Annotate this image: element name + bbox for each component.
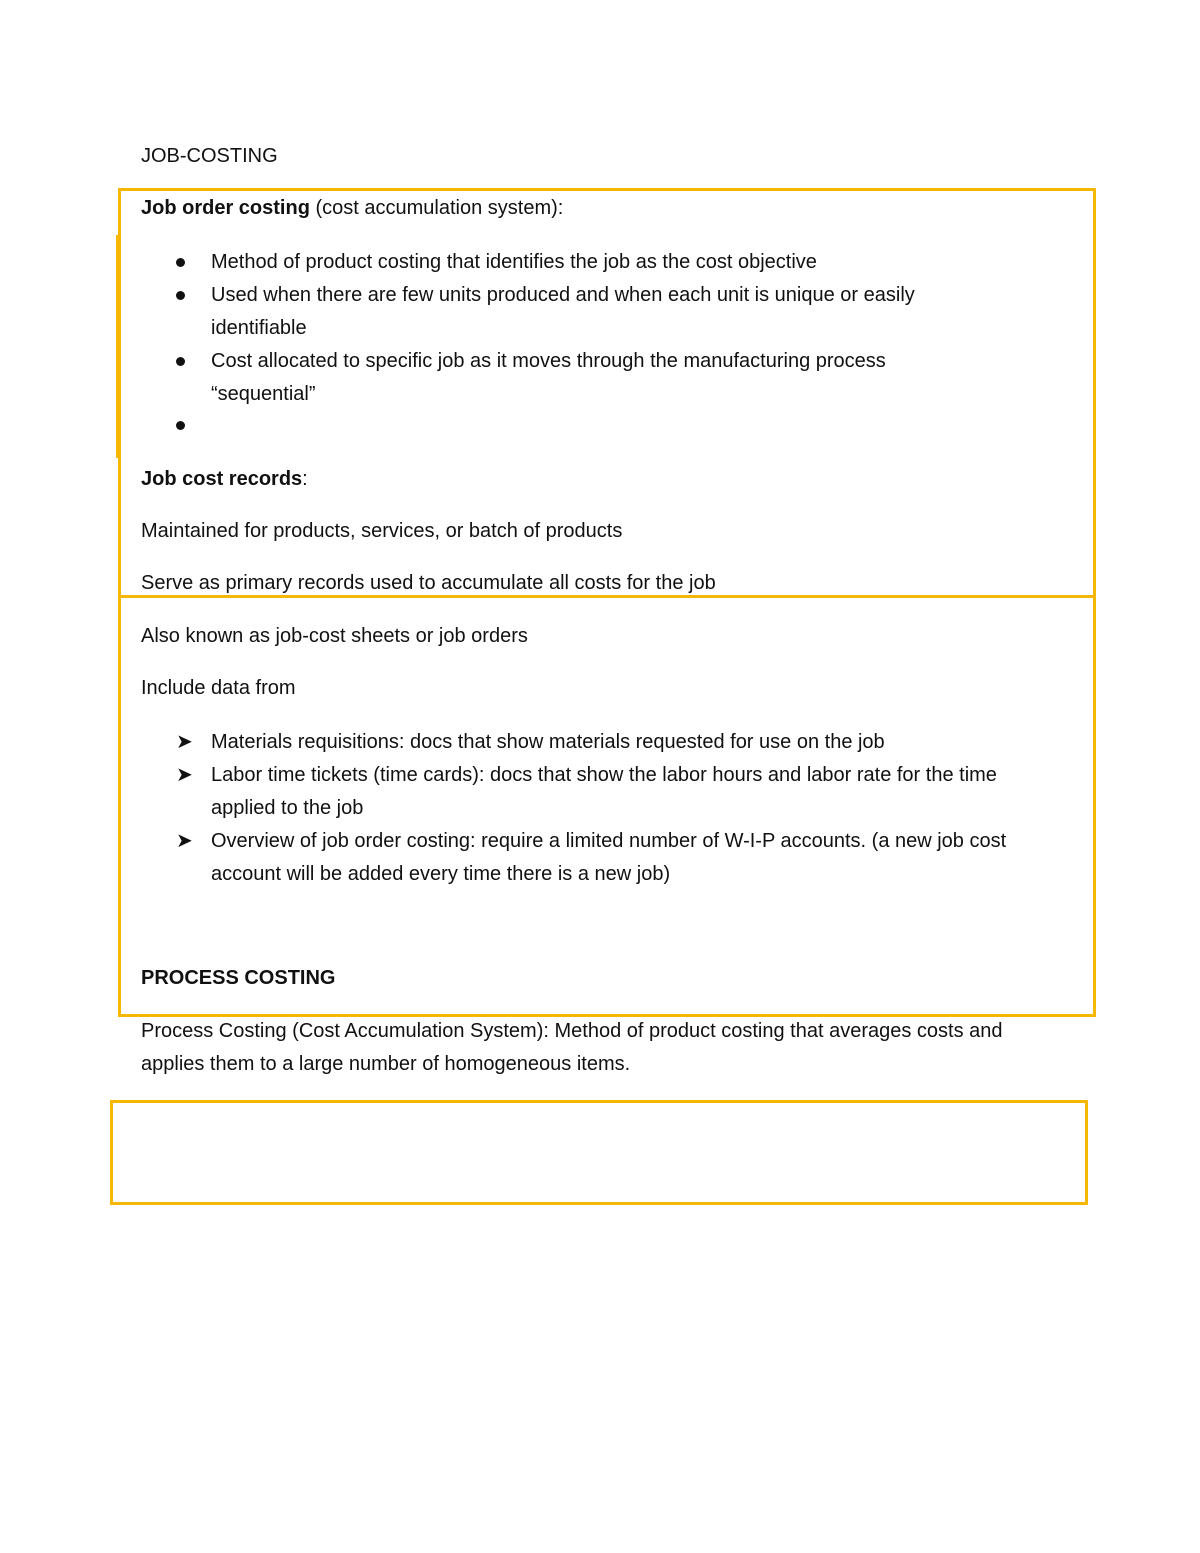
bullet-icon <box>176 291 185 300</box>
job-order-costing-term: Job order costing <box>141 197 310 219</box>
highlight-box-empty <box>110 1100 1088 1205</box>
job-cost-records-heading <box>141 463 308 496</box>
arrow-bullet-icon: ➤ <box>176 830 193 852</box>
process-costing-paragraph: Process Costing (Cost Accumulation System): Method of product costing that averages costs and applies them to a large number of homogeneous items. <box>141 1020 1003 1075</box>
bullet-item-1: Method of product costing that identifies the job as the cost objective <box>211 251 817 273</box>
arrow-item-1: Materials requisitions: docs that show materials requested for use on the job <box>211 731 885 753</box>
paragraph-serve: Serve as primary records used to accumulate all costs for the job <box>141 572 716 594</box>
paragraph-include-data: Include data from <box>141 677 296 699</box>
heading-job-costing: JOB-COSTING <box>141 145 278 167</box>
job-order-costing-rest: (cost accumulation system): <box>309 197 564 219</box>
arrow-bullet-icon: ➤ <box>176 764 193 786</box>
left-accent-bar <box>116 235 120 458</box>
paragraph-maintained: Maintained for products, services, or batch of products <box>141 520 623 542</box>
bullet-icon <box>176 258 185 267</box>
arrow-item-2: Labor time tickets (time cards): docs that show the labor hours and labor rate for the time applied to the job <box>211 764 997 819</box>
heading-process-costing: PROCESS COSTING <box>141 967 336 989</box>
arrow-item-3: Overview of job order costing: require a limited number of W-I-P accounts. (a new job cost account will be added every time there is a new job) <box>211 830 1007 885</box>
job-order-costing-heading <box>141 192 563 225</box>
job-cost-records-term: Job cost records <box>141 468 303 490</box>
bullet-item-3: Cost allocated to specific job as it moves through the manufacturing process “sequential” <box>211 350 886 405</box>
arrow-bullet-icon: ➤ <box>176 731 193 753</box>
job-cost-records-rest: : <box>302 468 308 490</box>
bullet-icon <box>176 357 185 366</box>
bullet-item-2: Used when there are few units produced and when each unit is unique or easily identifiable <box>211 284 915 339</box>
paragraph-also-known: Also known as job-cost sheets or job orders <box>141 625 528 647</box>
bullet-icon <box>176 421 185 430</box>
